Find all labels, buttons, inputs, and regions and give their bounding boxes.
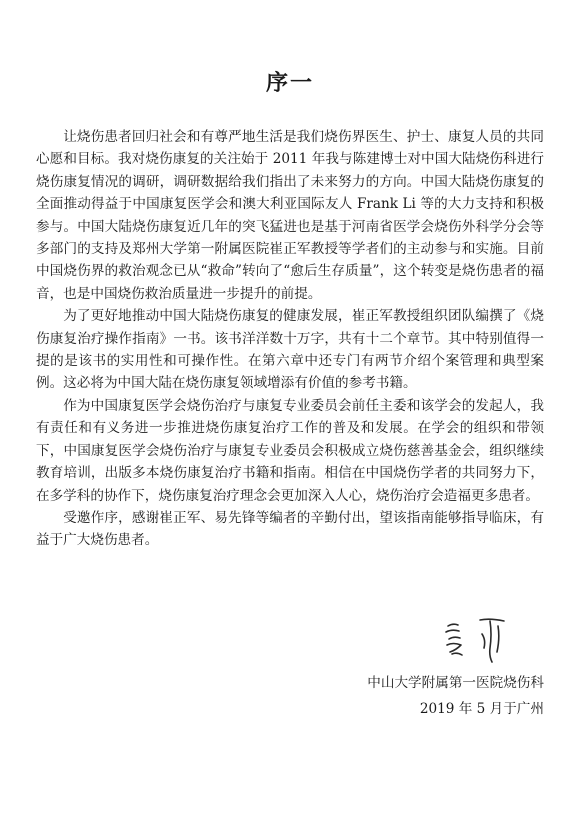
preface-body: [36, 126, 544, 552]
paragraph-3: 作为中国康复医学会烧伤治疗与康复专业委员会前任主委和该学会的发起人，我有责任和有义务进一步推进烧伤康复治疗工作的普及和发展。在学会的组织和带领下，中国康复医学会烧伤治疗与康复专业委员会积极成立烧伤慈善基金会，组织继续教育培训，出版多本烧伤康复治疗书籍和指南。相信在中国烧伤学者的共同努力下，在多学科的协作下，烧伤康复治疗理念会更加深入人心，烧伤治疗会造福更多患者。: [36, 397, 544, 504]
paragraph-2: 为了更好地推动中国大陆烧伤康复的健康发展，崔正军教授组织团队编撰了《烧伤康复治疗操作指南》一书。该书洋洋数十万字，共有十二个章节。其中特别值得一提的是该书的实用性和可操作性。在第六章中还专门有两节介绍个案管理和典型案例。这必将为中国大陆在烧伤康复领域增添有价值的参考书籍。: [36, 308, 544, 392]
handwritten-signature: [440, 612, 520, 666]
signing-date: 2019 年 5 月于广州: [419, 701, 544, 717]
paragraph-4: 受邀作序，感谢崔正军、易先锋等编者的辛勤付出，望该指南能够指导临床，有益于广大烧伤患者。: [36, 509, 544, 549]
paragraph-1: 让烧伤患者回归社会和有尊严地生活是我们烧伤界医生、护士、康复人员的共同心愿和目标。我对烧伤康复的关注始于 2011 年我与陈建博士对中国大陆烧伤科进行烧伤康复情况的调研，调研数据给我们指出了未来努力的方向。中国大陆烧伤康复的全面推动得益于中国康复医学会和澳大利亚国际友人 Frank Li 等的大力支持和积极参与。中国大陆烧伤康复近几年的突飞猛进也是基于河南省医学会烧伤外科学分会等多部门的支持及郑州大学第一附属医院崔正军教授等学者们的主动参与和实施。目前中国烧伤界的救治观念已从“救命”转向了“愈后生存质量”，这个转变是烧伤患者的福音，也是中国烧伤救治质量进一步提升的前提。: [36, 129, 544, 302]
author-affiliation: 中山大学附属第一医院烧伤科: [367, 675, 544, 691]
page-title: 序一: [265, 70, 314, 96]
